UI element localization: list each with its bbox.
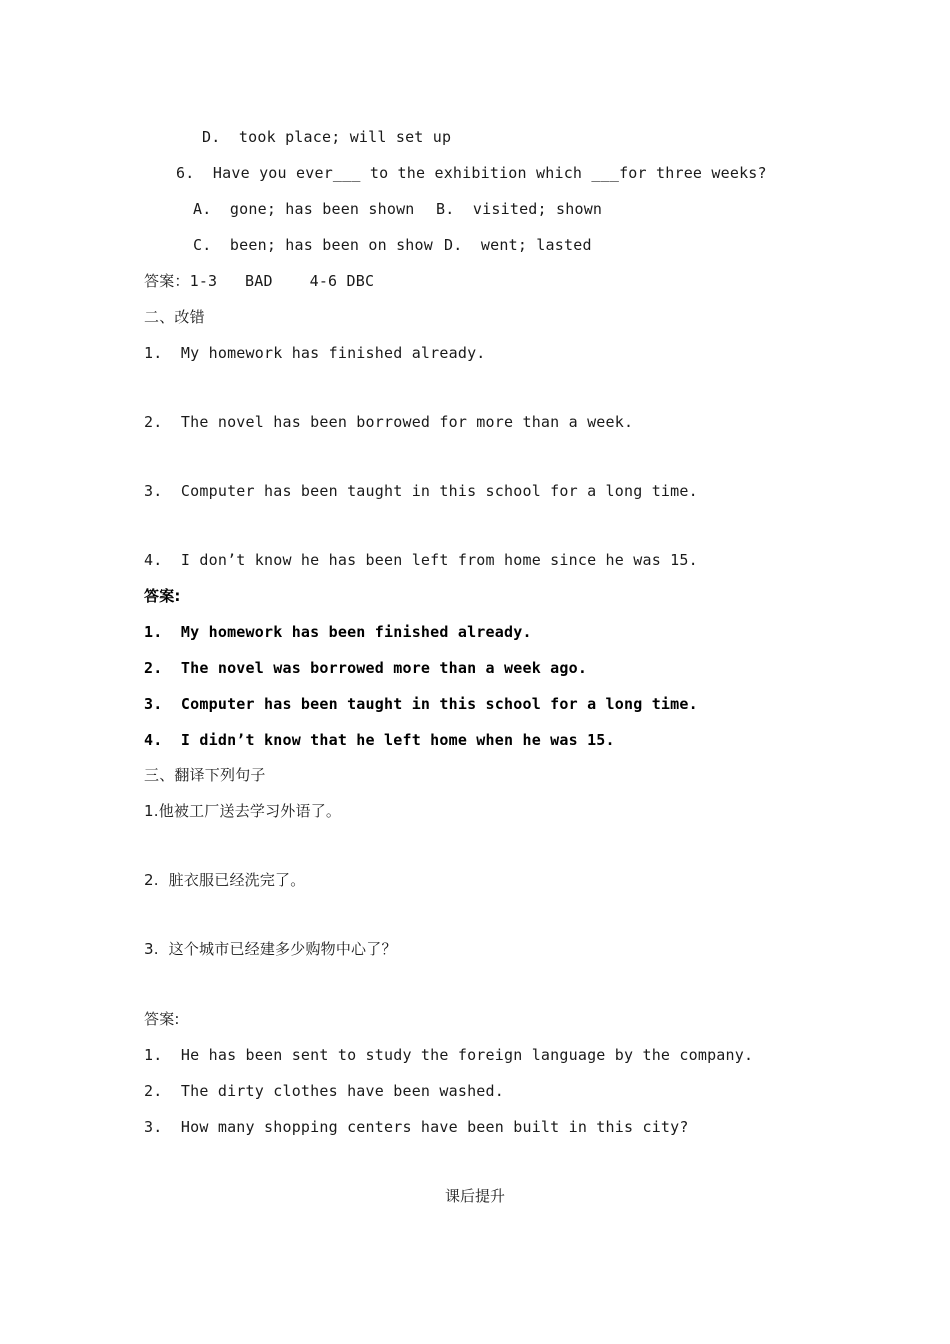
translate-item-2: 2. 脏衣服已经洗完了。 (144, 871, 306, 889)
q6-question: 6. Have you ever___ to the exhibition which ___for three weeks? (176, 164, 767, 182)
section3-answer-label: 答案: (144, 1010, 180, 1028)
translate-item-3: 3. 这个城市已经建多少购物中心了？ (144, 940, 397, 958)
q6-option-b: B. visited; shown (436, 200, 603, 218)
error-item-1: 1. My homework has finished already. (144, 344, 486, 362)
error-answer-4: 4. I didn’t know that he left home when he was 15. (144, 731, 615, 749)
error-item-2: 2. The novel has been borrowed for more than a week. (144, 413, 634, 431)
error-answer-3: 3. Computer has been taught in this school for a long time. (144, 695, 698, 713)
error-answer-2: 2. The novel was borrowed more than a week ago. (144, 659, 588, 677)
q5-option-d: D. took place; will set up (202, 128, 452, 146)
section2-heading: 二、改错 (144, 308, 205, 326)
q6-option-a: A. gone; has been shown (193, 200, 415, 218)
error-item-3: 3. Computer has been taught in this school for a long time. (144, 482, 698, 500)
error-answer-1: 1. My homework has been finished already. (144, 623, 532, 641)
section3-heading: 三、翻译下列句子 (144, 766, 266, 784)
mc-answer-key: 答案：1-3 BAD 4-6 DBC (144, 272, 375, 290)
footer-section-title: 课后提升 (444, 1187, 505, 1205)
translate-item-1: 1.他被工厂送去学习外语了。 (144, 802, 342, 820)
error-item-4: 4. I don’t know he has been left from home since he was 15. (144, 551, 698, 569)
translate-answer-3: 3. How many shopping centers have been built in this city? (144, 1118, 689, 1136)
translate-answer-2: 2. The dirty clothes have been washed. (144, 1082, 504, 1100)
q6-option-c: C. been; has been on show (193, 236, 433, 254)
q6-option-d: D. went; lasted (444, 236, 592, 254)
section2-answer-label: 答案: (144, 587, 181, 605)
translate-answer-1: 1. He has been sent to study the foreign language by the company. (144, 1046, 754, 1064)
